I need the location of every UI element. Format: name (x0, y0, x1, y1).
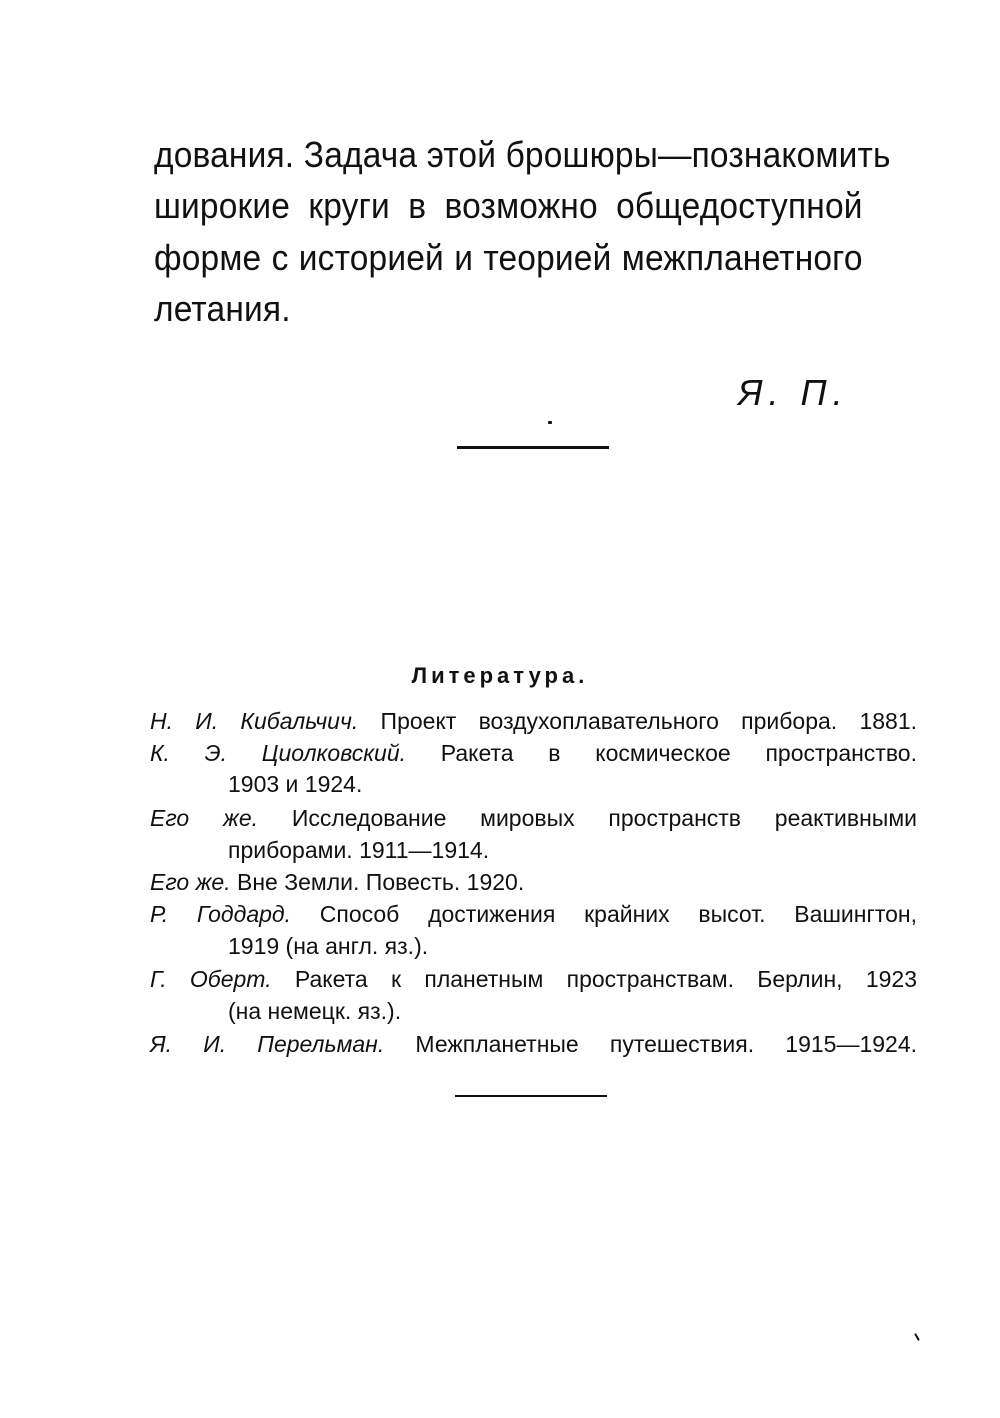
bib-author: Я. И. Перельман. (150, 1031, 385, 1057)
author-signature: Я. П. (738, 372, 849, 413)
bib-author: Г. Оберт. (150, 966, 272, 992)
print-speck (548, 421, 552, 424)
bib-entry-2-continuation: 1903 и 1924. (228, 771, 363, 797)
bib-title: Межпланетные путешествия. 1915—1924. (415, 1031, 918, 1057)
bib-author: Его же. (150, 869, 231, 895)
literature-heading: Литература. (411, 663, 589, 688)
bib-author: Его же. (150, 805, 259, 831)
bib-entry-6-continuation: (на немецк. яз.). (228, 998, 402, 1024)
bib-entry-1 (150, 705, 917, 737)
intro-line-1: дования. Задача этой брошюры—познакомить (154, 134, 891, 175)
bib-title: Ракета к планетным пространствам. Берлин, 1923 (294, 966, 917, 992)
bib-entry-3 (150, 802, 917, 834)
bib-title: Ракета в космическое пространство. (440, 740, 917, 766)
bib-title: Вне Земли. Повесть. 1920. (237, 869, 525, 895)
print-speck (914, 1333, 920, 1341)
intro-line-4: летания. (154, 288, 291, 329)
bib-title: Проект воздухоплавательного прибора. 1881. (380, 708, 918, 734)
bib-entry-2 (150, 737, 917, 769)
bib-title: Способ достижения крайних высот. Вашингтон, (319, 901, 917, 927)
bib-author: Н. И. Кибальчич. (150, 708, 359, 734)
section-divider (457, 446, 609, 449)
bib-entry-4 (150, 866, 524, 898)
end-divider (455, 1095, 607, 1097)
bib-author: Р. Годдард. (150, 901, 292, 927)
bib-entry-3-continuation: приборами. 1911—1914. (228, 837, 490, 863)
bib-author: К. Э. Циолковский. (150, 740, 407, 766)
bib-entry-7 (150, 1028, 917, 1060)
bib-title: Исследование мировых пространств реактивными (291, 805, 917, 831)
bib-entry-5-continuation: 1919 (на англ. яз.). (228, 933, 429, 959)
bib-entry-6 (150, 963, 917, 995)
intro-line-3: форме с историей и теорией межпланетного (154, 237, 863, 278)
bib-entry-5 (150, 898, 917, 930)
intro-line-2: широкие круги в возможно общедоступной (154, 185, 863, 226)
